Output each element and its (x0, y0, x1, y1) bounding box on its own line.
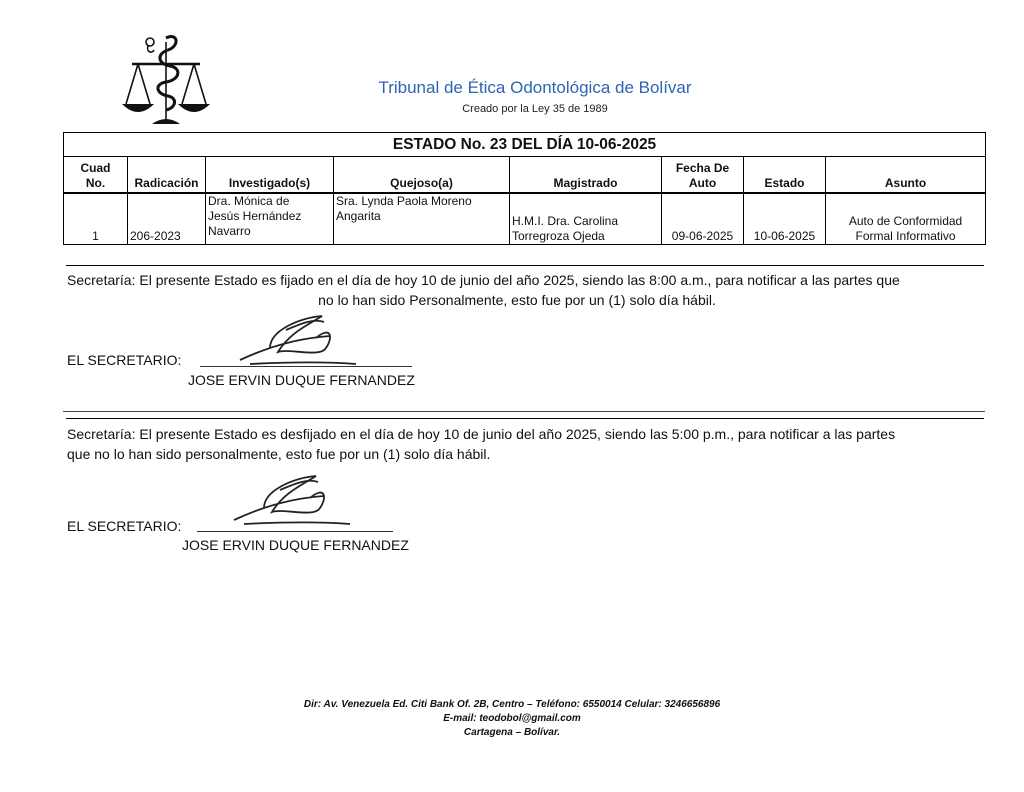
col-fecha-auto: Fecha De Auto (662, 157, 744, 194)
cell-quejoso: Sra. Lynda Paola Moreno Angarita (334, 193, 510, 245)
separator-line (63, 411, 985, 412)
secretary-name: JOSE ERVIN DUQUE FERNANDEZ (188, 372, 415, 388)
fijacion-text (67, 270, 967, 310)
col-asunto: Asunto (826, 157, 986, 194)
desfijacion-text (67, 424, 967, 464)
signature-line (200, 366, 412, 367)
table-header-row (64, 157, 986, 194)
signature-line (197, 531, 393, 532)
table-title: ESTADO No. 23 DEL DÍA 10-06-2025 (64, 133, 986, 157)
cell-fecha-auto: 09-06-2025 (662, 193, 744, 245)
col-estado: Estado (744, 157, 826, 194)
org-name: Tribunal de Ética Odontológica de Bolívar (378, 78, 692, 97)
footer (180, 698, 844, 740)
separator-line (66, 418, 984, 419)
secretary-label: EL SECRETARIO: (67, 352, 182, 368)
secretary-name: JOSE ERVIN DUQUE FERNANDEZ (182, 537, 409, 553)
col-investigado: Investigado(s) (206, 157, 334, 194)
footer-address: Dir: Av. Venezuela Ed. Citi Bank Of. 2B, Centro – Teléfono: 6550014 Celular: 3246656896 (303, 699, 721, 710)
separator-line (66, 265, 984, 266)
fijacion-line-1: Secretaría: El presente Estado es fijado en el día de hoy 10 de junio del año 2025, siendo las 8:00 a.m., para notificar a las partes que (67, 272, 900, 288)
desfijacion-line-1: Secretaría: El presente Estado es desfijado en el día de hoy 10 de junio del año 2025, siendo las 5:00 p.m., para notificar a las partes (67, 426, 896, 442)
footer-city: Cartagena – Bolívar. (463, 727, 561, 738)
fijacion-line-2: no lo han sido Personalmente, esto fue por un (1) solo día hábil. (318, 292, 716, 308)
col-radicacion: Radicación (128, 157, 206, 194)
cell-asunto: Auto de Conformidad Formal Informativo (826, 193, 986, 245)
col-cuad: Cuad No. (64, 157, 128, 194)
org-subtitle: Creado por la Ley 35 de 1989 (462, 103, 608, 115)
desfijacion-line-2: que no lo han sido personalmente, esto fue por un (1) solo día hábil. (67, 446, 491, 462)
cell-estado: 10-06-2025 (744, 193, 826, 245)
cell-investigado: Dra. Mónica de Jesús Hernández Navarro (206, 193, 334, 245)
secretary-signature (224, 468, 354, 537)
table-row (64, 193, 986, 245)
cell-cuad: 1 (64, 193, 128, 245)
cell-magistrado: H.M.I. Dra. Carolina Torregroza Ojeda (510, 193, 662, 245)
scales-of-justice-logo-icon (118, 28, 214, 132)
secretary-label: EL SECRETARIO: (67, 518, 182, 534)
cell-radicacion: 206-2023 (128, 193, 206, 245)
estado-table (63, 132, 986, 245)
footer-email: E-mail: teodobol@gmail.com (443, 713, 581, 724)
col-quejoso: Quejoso(a) (334, 157, 510, 194)
col-magistrado: Magistrado (510, 157, 662, 194)
